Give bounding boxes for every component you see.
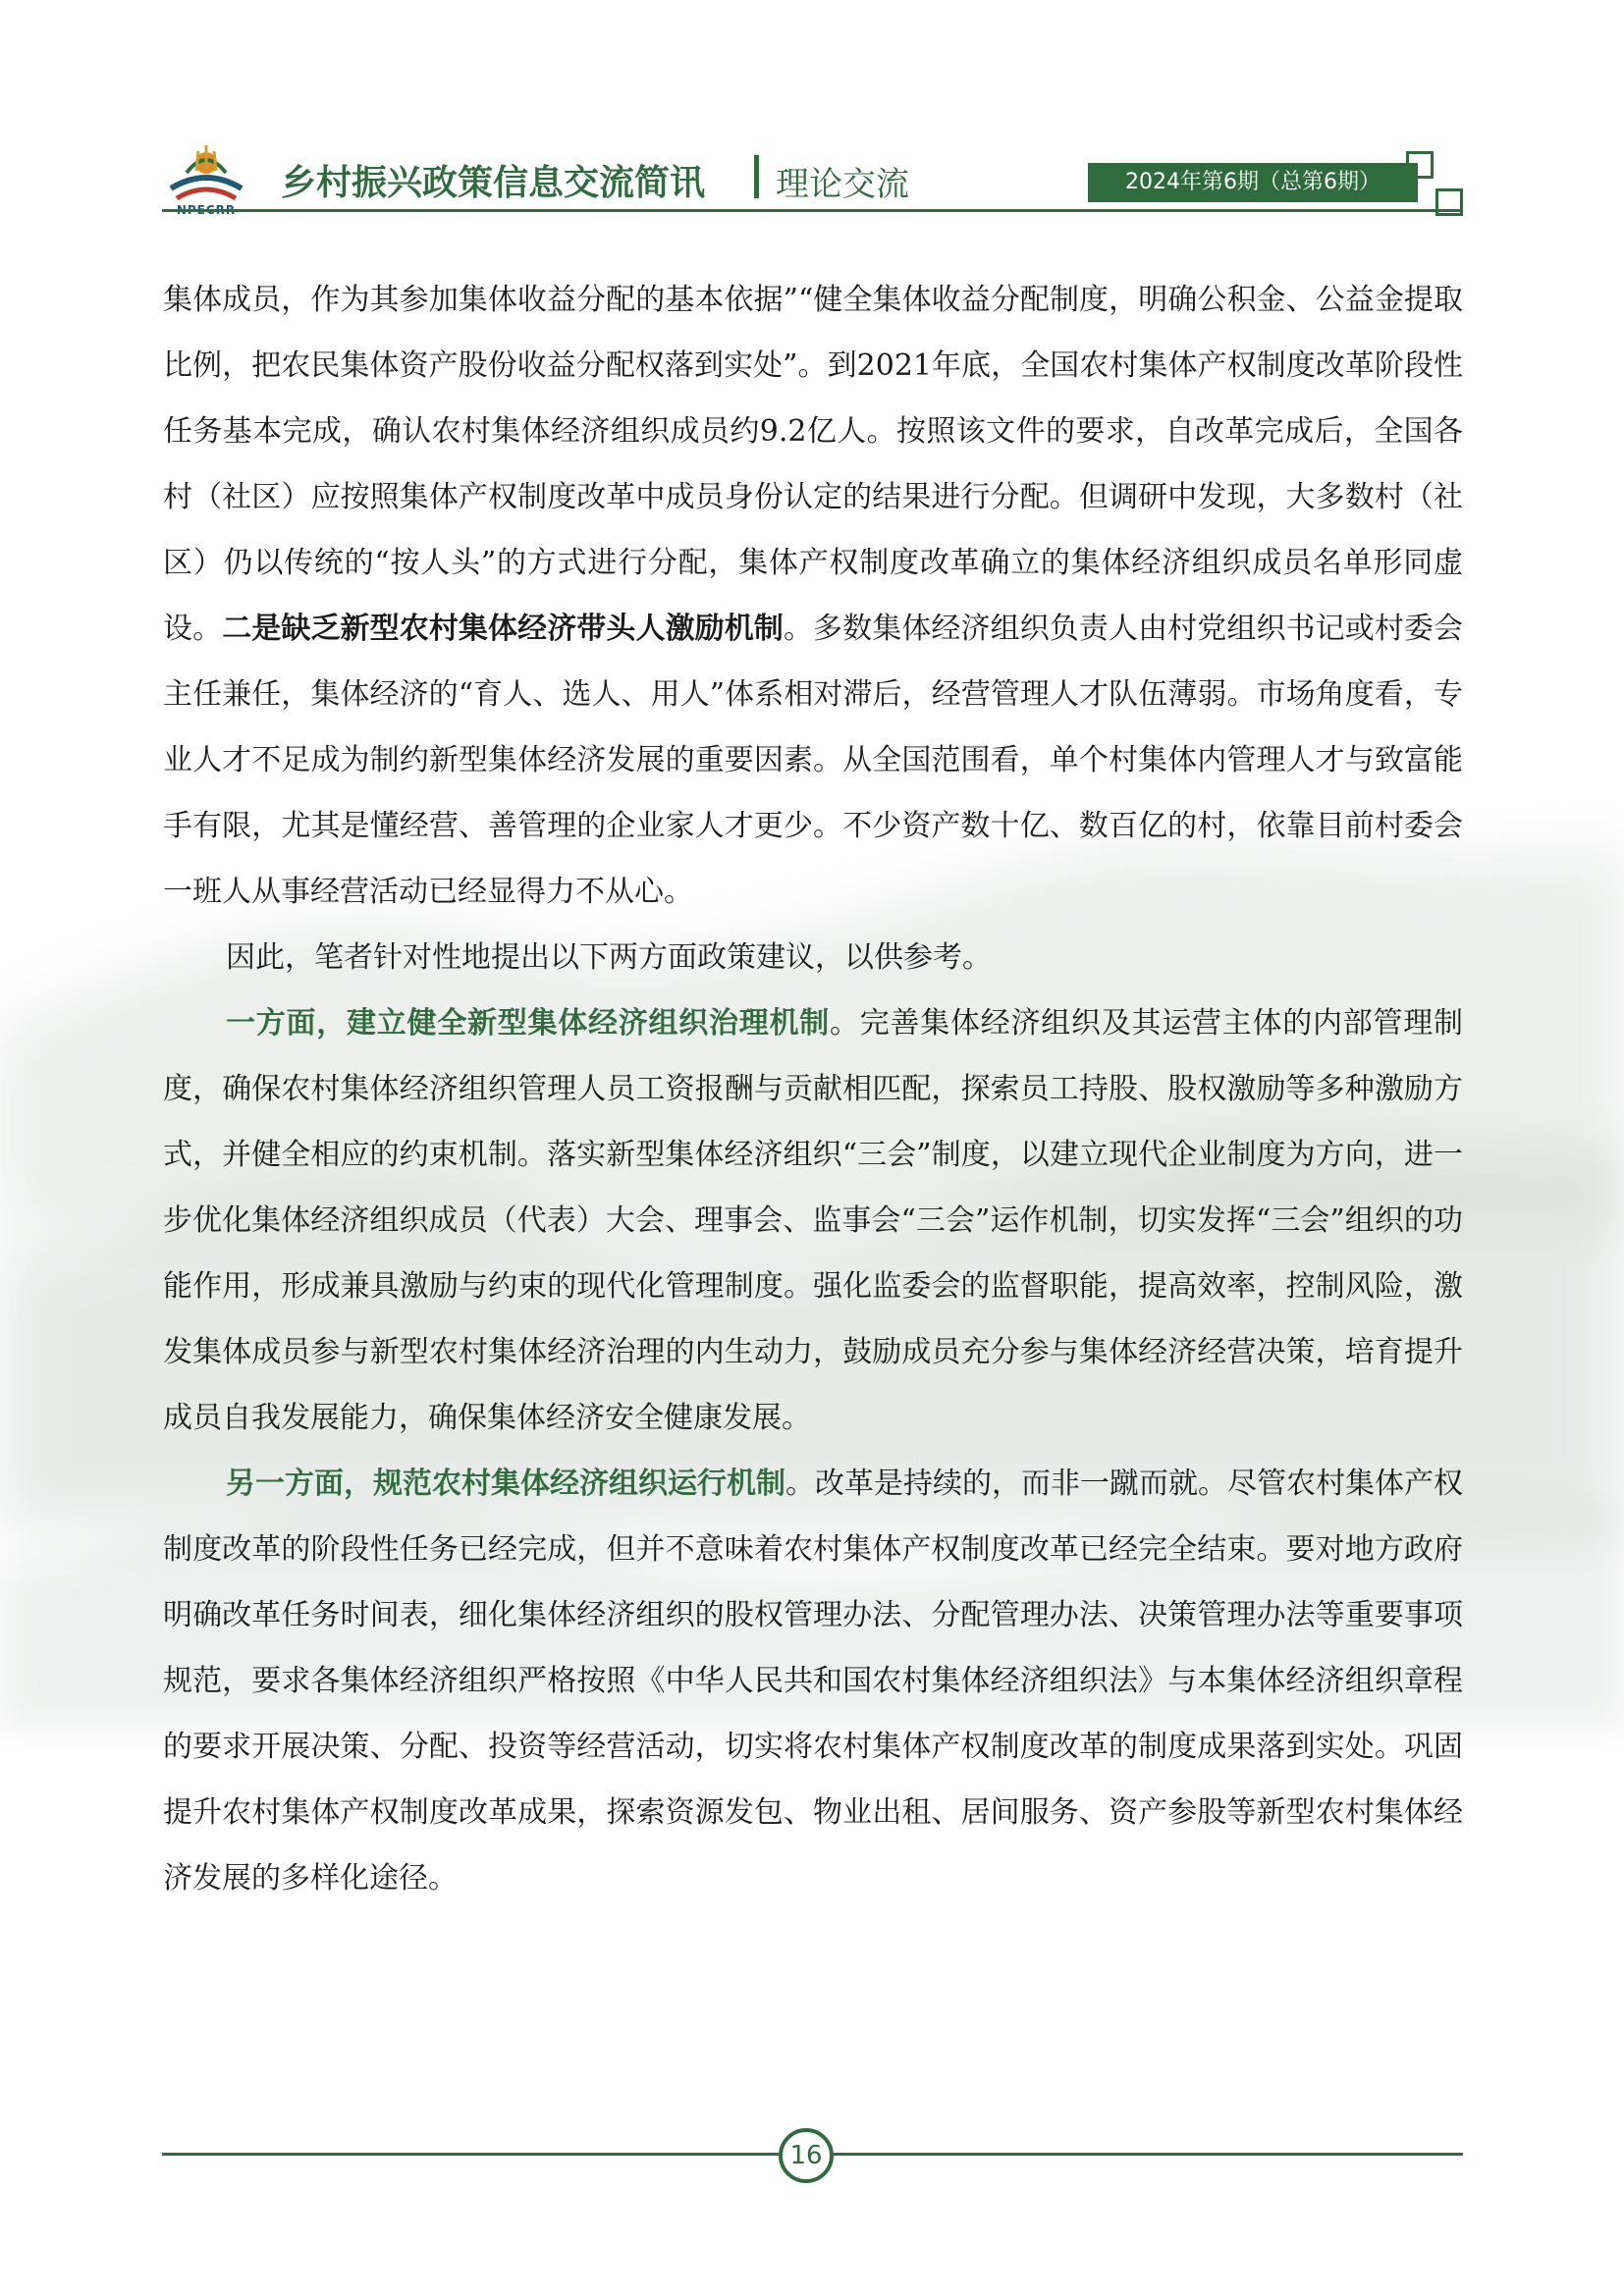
corner-square-icon <box>1406 151 1434 179</box>
section-label: 理论交流 <box>776 165 909 204</box>
paragraph-text: 。改革是持续的，而非一蹴而就。尽管农村集体产权制度改革的阶段性任务已经完成，但并不意味着农村集体产权制度改革已经完全结束。要对地方政府明确改革任务时间表，细化集体经济组织的股权管理办法、分配管理办法、决策管理办法等重要事项规范，要求各集体经济组织严格按照《中华人民共和国农村集体经济组织法》与本集体经济组织章程的要求开展决策、分配、投资等经营活动，切实将农村集体产权制度改革的制度成果落到实处。巩固提升农村集体产权制度改革成果，探索资源发包、物业出租、居间服务、资产参股等新型农村集体经济发展的多样化途径。 <box>163 1467 1463 1896</box>
paragraph-text: 。完善集体经济组织及其运营主体的内部管理制度，确保农村集体经济组织管理人员工资报酬与贡献相匹配，探索员工持股、股权激励等多种激励方式，并健全相应的约束机制。落实新型集体经济组织“三会”制度，以建立现代企业制度为方向，进一步优化集体经济组织成员（代表）大会、理事会、监事会“三会”运作机制，切实发挥“三会”组织的功能作用，形成兼具激励与约束的现代化管理制度。强化监委会的监督职能，提高效率，控制风险，激发集体成员参与新型农村集体经济治理的内生动力，鼓励成员充分参与集体经济经营决策，培育提升成员自我发展能力，确保集体经济安全健康发展。 <box>163 1006 1463 1435</box>
journal-title: 乡村振兴政策信息交流简讯 <box>281 163 706 203</box>
paragraph <box>163 925 1463 990</box>
paragraph-text: 因此，笔者针对性地提出以下两方面政策建议，以供参考。 <box>226 940 992 975</box>
footer-rule-right <box>834 2153 1463 2156</box>
paragraph <box>163 267 1463 925</box>
paragraph <box>163 990 1463 1451</box>
header-rule <box>162 209 1463 212</box>
article-body <box>163 267 1463 1911</box>
section-heading: 一方面，建立健全新型集体经济组织治理机制 <box>226 1006 830 1041</box>
paragraph-text: 集体成员，作为其参加集体收益分配的基本依据”“健全集体收益分配制度，明确公积金、公益金提取比例，把农民集体资产股份收益分配权落到实处”。到2021年底，全国农村集体产权制度改革阶段性任务基本完成，确认农村集体经济组织成员约9.2亿人。按照该文件的要求，自改革完成后，全国各村（社区）应按照集体产权制度改革中成员身份认定的结果进行分配。但调研中发现，大多数村（社区）仍以传统的“按人头”的方式进行分配，集体产权制度改革确立的集体经济组织成员名单形同虚设。 <box>163 283 1463 646</box>
issue-badge: 2024年第6期（总第6期） <box>1088 163 1418 202</box>
page-number: 16 <box>789 2141 823 2170</box>
paragraph-text: 。多数集体经济组织负责人由村党组织书记或村委会主任兼任，集体经济的“育人、选人、用人”体系相对滞后，经营管理人才队伍薄弱。市场角度看，专业人才不足成为制约新型集体经济发展的重要因素。从全国范围看，单个村集体内管理人才与致富能手有限，尤其是懂经营、善管理的企业家人才更少。不少资产数十亿、数百亿的村，依靠目前村委会一班人从事经营活动已经显得力不从心。 <box>163 612 1464 909</box>
page-number-badge <box>779 2128 834 2183</box>
corner-square-icon <box>1435 188 1463 216</box>
title-separator <box>754 155 759 198</box>
section-heading: 另一方面，规范农村集体经济组织运行机制 <box>226 1467 785 1501</box>
footer-rule-left <box>162 2153 779 2156</box>
bold-heading: 二是缺乏新型农村集体经济带头人激励机制 <box>222 612 784 646</box>
paragraph <box>163 1451 1463 1911</box>
